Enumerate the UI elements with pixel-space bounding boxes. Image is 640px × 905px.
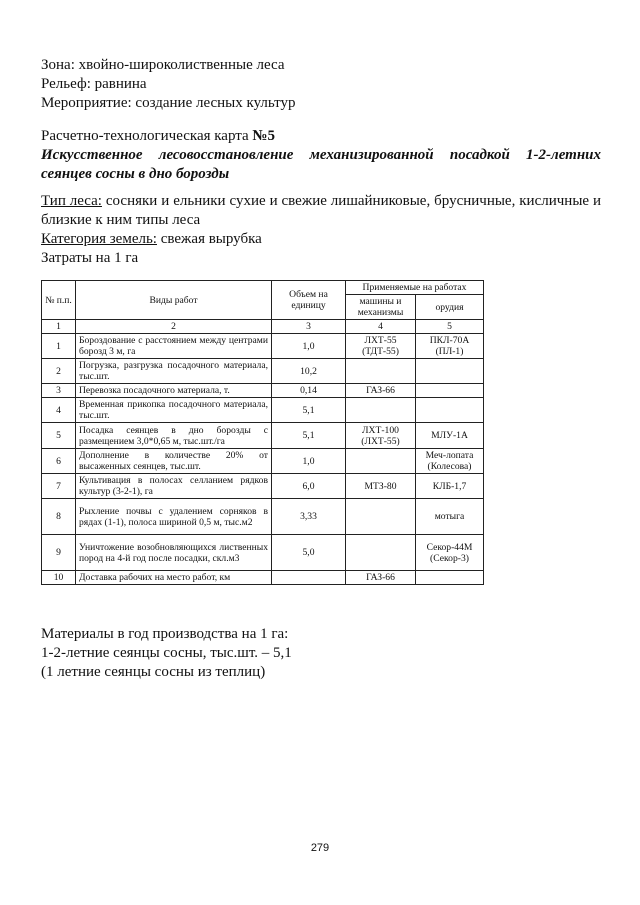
row-number: 1 (42, 334, 76, 359)
land-category-label: Категория земель: (41, 231, 157, 247)
materials-line-2: (1 летние сеянцы сосны из теплиц) (41, 664, 266, 680)
page-number: 279 (310, 842, 330, 854)
card-title-prefix: Расчетно-технологическая карта (41, 128, 253, 144)
table-row (42, 535, 484, 571)
col-header-volume: Объем на единицу (272, 281, 346, 320)
machines (346, 449, 416, 474)
row-number: 10 (42, 571, 76, 585)
machines: ЛХТ-55 (ТДТ-55) (346, 334, 416, 359)
work-type: Культивация в полосах селланием рядков культур (3-2-1), га (76, 474, 272, 499)
row-number: 6 (42, 449, 76, 474)
work-volume: 5,1 (272, 398, 346, 423)
col-header-tools: орудия (416, 295, 484, 320)
card-title (41, 127, 601, 146)
table-row (42, 384, 484, 398)
machines: МТЗ-80 (346, 474, 416, 499)
row-number: 8 (42, 499, 76, 535)
forest-type-line (41, 192, 601, 230)
tools: Меч-лопата (Колесова) (416, 449, 484, 474)
machines (346, 359, 416, 384)
col-header-applied: Применяемые на работах (346, 281, 484, 295)
work-type: Бороздование с расстоянием между центрами борозд 3 м, га (76, 334, 272, 359)
work-type: Уничтожение возобновляющихся лиственных пород на 4-й год после посадки, скл.м3 (76, 535, 272, 571)
forest-type-label: Тип леса: (41, 193, 102, 209)
materials-heading: Материалы в год производства на 1 га: (41, 626, 289, 642)
activity-line: Мероприятие: создание лесных культур (41, 95, 296, 111)
work-type: Доставка рабочих на место работ, км (76, 571, 272, 585)
card-number: №5 (252, 128, 275, 144)
forest-type-value: сосняки и ельники сухие и свежие лишайниковые, брусничные, кисличные и близкие к ним типы леса (41, 193, 602, 228)
header-block (41, 56, 601, 113)
work-volume: 1,0 (272, 334, 346, 359)
work-type: Перевозка посадочного материала, т. (76, 384, 272, 398)
work-volume: 5,0 (272, 535, 346, 571)
machines: ГАЗ-66 (346, 384, 416, 398)
col-header-machines: машины и механизмы (346, 295, 416, 320)
col-header-work: Виды работ (76, 281, 272, 320)
works-table (41, 280, 484, 585)
work-volume: 10,2 (272, 359, 346, 384)
card-subtitle: Искусственное лесовосстановление механизированной посадкой 1-2-летних сеянцев сосны в дно борозды (41, 147, 601, 182)
tools: Секор-44М (Секор-3) (416, 535, 484, 571)
tools (416, 398, 484, 423)
costs-line: Затраты на 1 га (41, 250, 139, 266)
materials-line-1: 1-2-летние сеянцы сосны, тыс.шт. – 5,1 (41, 645, 292, 661)
tools (416, 571, 484, 585)
table-row (42, 398, 484, 423)
work-volume (272, 571, 346, 585)
relief-line: Рельеф: равнина (41, 76, 147, 92)
land-category-line (41, 230, 601, 249)
forest-block (41, 192, 601, 268)
table-row (42, 449, 484, 474)
table-row (42, 359, 484, 384)
table-row (42, 499, 484, 535)
work-type: Временная прикопка посадочного материала, тыс.шт. (76, 398, 272, 423)
column-index-row (42, 320, 484, 334)
zone-line: Зона: хвойно-широколиственные леса (41, 57, 285, 73)
work-type: Дополнение в количестве 20% от высаженных сеянцев, тыс.шт. (76, 449, 272, 474)
table-row (42, 571, 484, 585)
materials-block (41, 625, 601, 682)
tools (416, 359, 484, 384)
machines (346, 398, 416, 423)
row-number: 5 (42, 423, 76, 449)
tools: МЛУ-1А (416, 423, 484, 449)
work-volume: 6,0 (272, 474, 346, 499)
table-row (42, 334, 484, 359)
column-index: 2 (76, 320, 272, 334)
land-category-value: свежая вырубка (156, 231, 262, 247)
work-volume: 3,33 (272, 499, 346, 535)
row-number: 9 (42, 535, 76, 571)
row-number: 3 (42, 384, 76, 398)
tools: ПКЛ-70А (ПЛ-1) (416, 334, 484, 359)
table-row (42, 474, 484, 499)
work-volume: 1,0 (272, 449, 346, 474)
machines: ЛХТ-100 (ЛХТ-55) (346, 423, 416, 449)
work-type: Погрузка, разгрузка посадочного материала, тыс.шт. (76, 359, 272, 384)
table-row (42, 423, 484, 449)
tools: КЛБ-1,7 (416, 474, 484, 499)
column-index: 4 (346, 320, 416, 334)
column-index: 5 (416, 320, 484, 334)
card-block (41, 127, 601, 184)
work-type: Рыхление почвы с удалением сорняков в рядах (1-1), полоса шириной 0,5 м, тыс.м2 (76, 499, 272, 535)
tools: мотыга (416, 499, 484, 535)
machines (346, 499, 416, 535)
row-number: 2 (42, 359, 76, 384)
row-number: 7 (42, 474, 76, 499)
work-volume: 0,14 (272, 384, 346, 398)
work-type: Посадка сеянцев в дно борозды с размещением 3,0*0,65 м, тыс.шт./га (76, 423, 272, 449)
tools (416, 384, 484, 398)
machines: ГАЗ-66 (346, 571, 416, 585)
machines (346, 535, 416, 571)
col-header-no: № п.п. (42, 281, 76, 320)
column-index: 3 (272, 320, 346, 334)
column-index: 1 (42, 320, 76, 334)
work-volume: 5,1 (272, 423, 346, 449)
row-number: 4 (42, 398, 76, 423)
